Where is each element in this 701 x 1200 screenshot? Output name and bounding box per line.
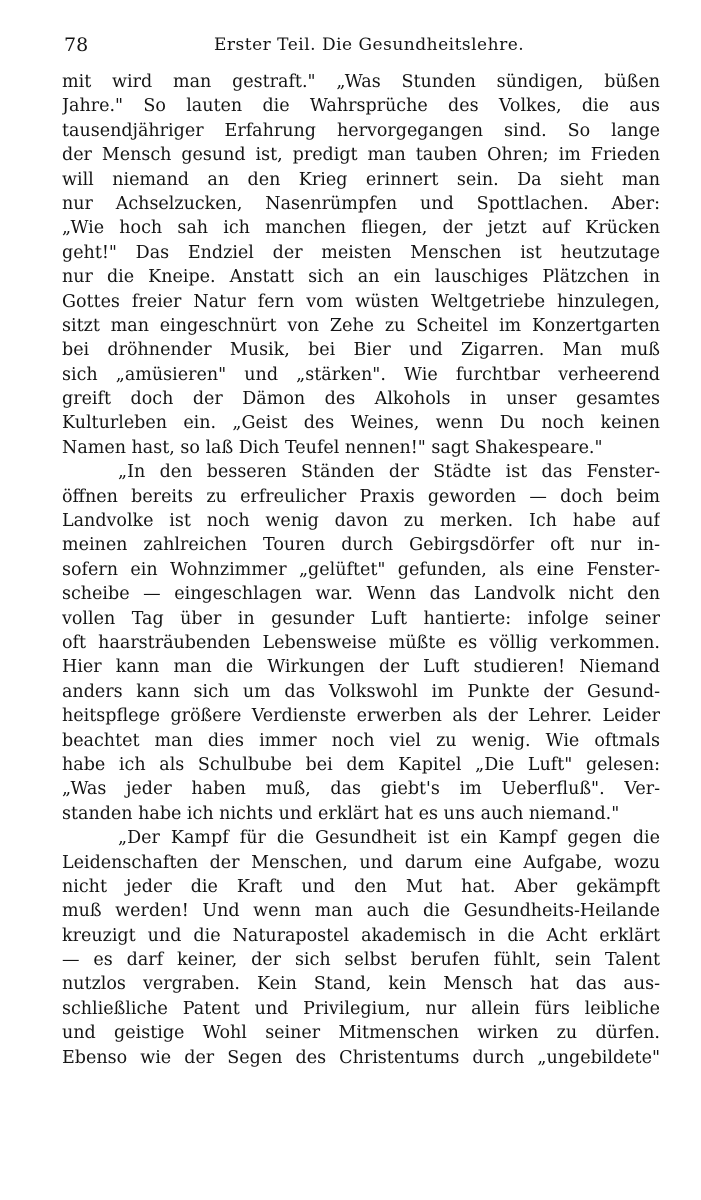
text-line: tausendjähriger Erfahrung hervorgegangen sind. So lange xyxy=(62,120,660,141)
text-line: scheibe — eingeschlagen war. Wenn das Landvolk nicht den xyxy=(62,584,660,605)
text-line: vollen Tag über in gesunder Luft hantierte: infolge seiner xyxy=(62,608,660,629)
text-line: Leidenschaften der Menschen, und darum eine Aufgabe, wozu xyxy=(62,852,660,873)
text-line: sich „amüsieren" und „stärken". Wie furchtbar verheerend xyxy=(62,364,660,385)
text-line: Landvolke ist noch wenig davon zu merken. Ich habe auf xyxy=(62,511,660,532)
text-line: bei dröhnender Musik, bei Bier und Zigarren. Man muß xyxy=(62,340,660,361)
body-text xyxy=(62,70,660,1070)
text-line: Jahre." So lauten die Wahrsprüche des Volkes, die aus xyxy=(62,96,660,117)
text-line: muß werden! Und wenn man auch die Gesundheits-Heilande xyxy=(62,901,660,922)
text-line: anders kann sich um das Volkswohl im Punkte der Gesund- xyxy=(62,681,660,702)
text-line: schließliche Patent und Privilegium, nur allein fürs leibliche xyxy=(62,998,660,1019)
page-number: 78 xyxy=(64,34,89,56)
text-line: kreuzigt und die Naturapostel akademisch in die Acht erklärt xyxy=(62,925,660,946)
text-line: sitzt man eingeschnürt von Zehe zu Scheitel im Konzertgarten xyxy=(62,315,660,336)
paragraph-start-line: „Der Kampf für die Gesundheit ist ein Kampf gegen die xyxy=(118,828,660,849)
text-line: nicht jeder die Kraft und den Mut hat. Aber gekämpft xyxy=(62,876,660,897)
text-line: nur die Kneipe. Anstatt sich an ein lauschiges Plätzchen in xyxy=(62,267,660,288)
text-line: meinen zahlreichen Touren durch Gebirgsdörfer oft nur in- xyxy=(62,535,660,556)
text-line: nur Achselzucken, Nasenrümpfen und Spottlachen. Aber: xyxy=(62,193,660,214)
text-line: — es darf keiner, der sich selbst berufen fühlt, sein Talent xyxy=(62,950,660,971)
text-line: Ebenso wie der Segen des Christentums durch „ungebildete" xyxy=(62,1047,660,1068)
text-line: habe ich als Schulbube bei dem Kapitel „Die Luft" gelesen: xyxy=(62,754,660,775)
text-line: oft haarsträubenden Lebensweise müßte es völlig verkommen. xyxy=(62,632,660,653)
text-line: will niemand an den Krieg erinnert sein. Da sieht man xyxy=(62,169,660,190)
text-line: mit wird man gestraft." „Was Stunden sündigen, büßen xyxy=(62,72,660,92)
text-line: Gottes freier Natur fern vom wüsten Weltgetriebe hinzulegen, xyxy=(62,291,660,312)
page-header xyxy=(64,34,664,58)
text-line: und geistige Wohl seiner Mitmenschen wirken zu dürfen. xyxy=(62,1023,660,1044)
text-line: öffnen bereits zu erfreulicher Praxis geworden — doch beim xyxy=(62,486,660,507)
text-line: heitspflege größere Verdienste erwerben als der Lehrer. Leider xyxy=(62,706,660,727)
text-line: geht!" Das Endziel der meisten Menschen ist heutzutage xyxy=(62,242,660,263)
running-head: Erster Teil. Die Gesundheitslehre. xyxy=(214,35,525,55)
text-line: nutzlos vergraben. Kein Stand, kein Mensch hat das aus- xyxy=(62,974,660,995)
text-line: der Mensch gesund ist, predigt man tauben Ohren; im Frieden xyxy=(62,145,660,166)
text-line: „Was jeder haben muß, das giebt's im Ueberfluß". Ver- xyxy=(62,779,660,800)
text-line: beachtet man dies immer noch viel zu wenig. Wie oftmals xyxy=(62,730,660,751)
text-line: standen habe ich nichts und erklärt hat es uns auch niemand." xyxy=(62,803,620,824)
text-line: greift doch der Dämon des Alkohols in unser gesamtes xyxy=(62,389,660,410)
paragraph-start-line: „In den besseren Ständen der Städte ist das Fenster- xyxy=(118,462,660,483)
text-line: „Wie hoch sah ich manchen fliegen, der jetzt auf Krücken xyxy=(62,218,660,239)
text-line: Kulturleben ein. „Geist des Weines, wenn Du noch keinen xyxy=(62,413,660,434)
text-line: Hier kann man die Wirkungen der Luft studieren! Niemand xyxy=(62,657,660,678)
text-line: sofern ein Wohnzimmer „gelüftet" gefunden, als eine Fenster- xyxy=(62,559,660,580)
text-line: Namen hast, so laß Dich Teufel nennen!" sagt Shakespeare." xyxy=(62,437,603,458)
